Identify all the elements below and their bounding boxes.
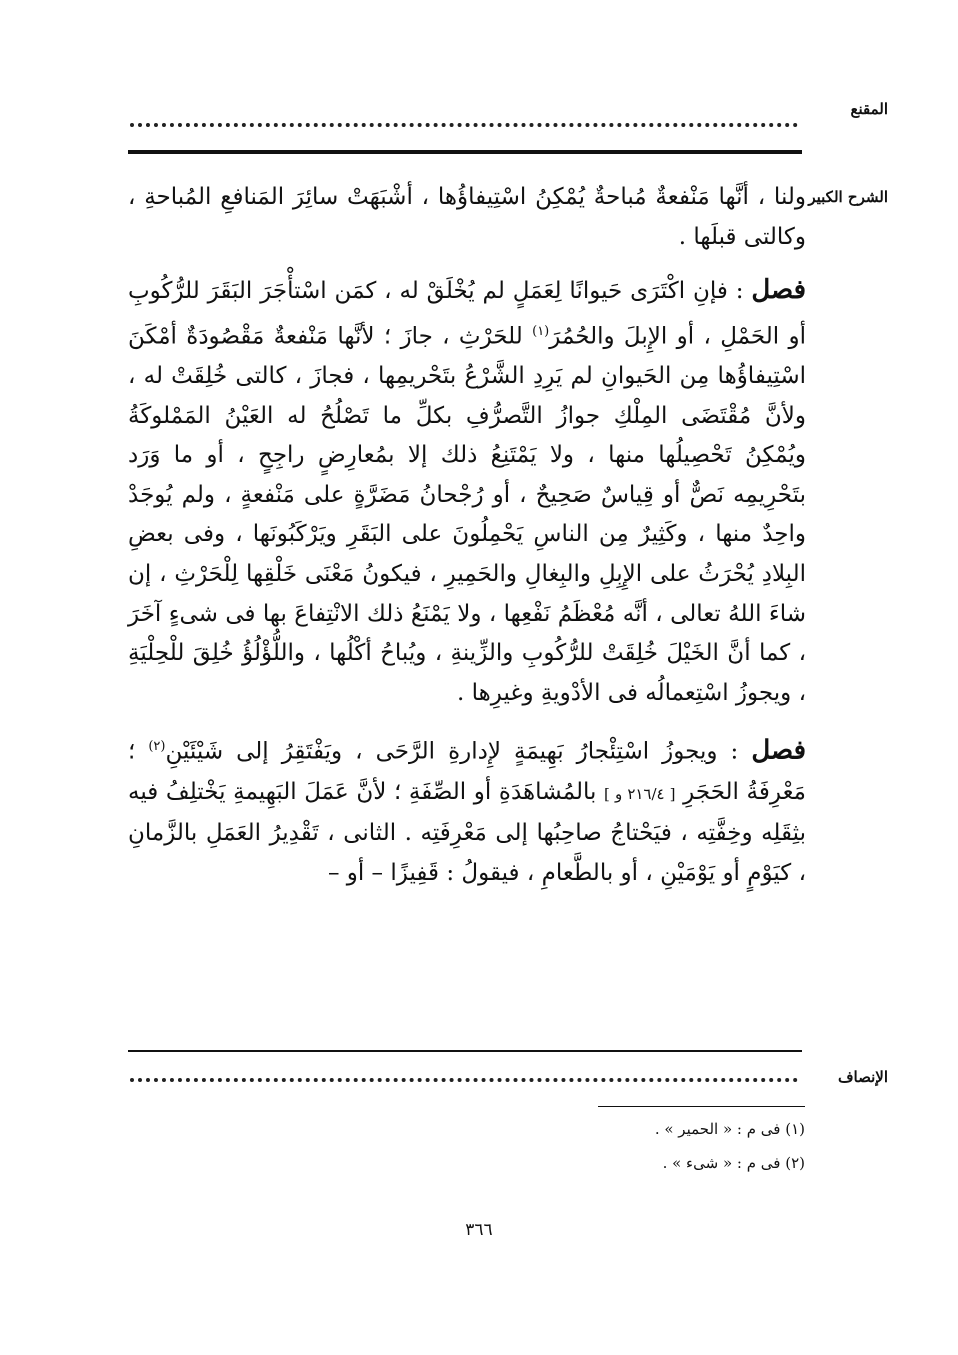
body-bottom-rule (128, 1050, 802, 1052)
section-heading-fasl-2: فصل (751, 736, 806, 767)
paragraph-2 (128, 271, 806, 713)
page-number: ٣٦٦ (465, 1220, 493, 1240)
footnote-1: (١) فى م : « الحمير » . (654, 1120, 805, 1138)
section-heading-fasl: فصل (751, 275, 806, 306)
paragraph-3-text-c: بالمُشاهَدَةِ أو الصِّفَةِ ؛ لأنَّ عَمَلَ البَهِيمةِ يَخْتلِفُ فيه بثِقَلِه وخِفَّتِه ، فيَحْتاجُ صاحِبُها إلى مَعْرِفَتِه . الثانى ، تَقْدِيرُ العَمَلِ بالزَّمانِ ، كيَوْمٍ أو يَوْمَيْنِ ، أو بالطَّعامِ ، فيقولُ : قَفِيزًا – أو – (128, 778, 806, 886)
paragraph-1: ولنا ، أنَّها مَنْفعةٌ مُباحةٌ يُمْكِنُ اسْتِيفاؤُها ، أشْبَهَتْ سائِرَ المَنافعِ المُباحةِ ، وكالتى قبلَها . (128, 184, 806, 250)
commentary-body (128, 178, 806, 893)
header-dotted-leader (130, 123, 798, 127)
footnote-separator (598, 1106, 805, 1107)
footnotes (420, 1112, 805, 1180)
paragraph-3 (128, 727, 806, 893)
commentary-section-label: الشرح الكبير (808, 188, 888, 206)
header-thick-rule (128, 150, 802, 154)
paragraph-2-text-cont: للحَرْثِ ، جازَ ؛ لأنَّها مَنْفعةٌ مَقْصُودَةٌ أمْكَنَ اسْتِيفاؤُها مِن الحَيوانِ لم يَرِدِ الشَّرْعُ بتَحْريمِها ، فجازَ ، كالتى خُلِقَتْ له ، ولأنَّ مُقْتَضَى المِلْكِ جوازُ التَّصرُّفِ بكلِّ ما تَصْلُحُ له العَيْنُ المَمْلوكَةُ ويُمْكِنُ تَحْصِيلُها منها ، ولا يَمْتَنِعُ ذلك إلا بمُعارِضٍ راجِحٍ ، أو ما وَرَد بتَحْرِيمِه نَصٌّ أو قِياسٌ صَحِيحٌ ، أو رُجْحانُ مَضَرَّةٍ على مَنْفعةٍ ، ولم يُوجَدْ واحِدٌ منها ، وكَثِيرٌ مِن الناسِ يَحْمِلُونَ على البَقَرِ ويَرْكَبُونَها ، وفى بعضِ البِلادِ يُحْرَثُ على الإِبِلِ والبِغالِ والحَمِيرِ ، فيكونُ مَعْنَى خَلْقِها لِلْحَرْثِ ، إن شاءَ اللهُ تعالى ، أنَّه مُعْظَمُ نَفْعِها ، ولا يَمْنَعُ ذلك الانْتِفاعَ بها فى شىءٍ آخَرَ ، كما أنَّ الخَيْلَ خُلِقَتْ للرُّكُوبِ والزِّينةِ ، ويُباحُ أكْلُها ، واللُّؤْلُؤُ خُلِقَ للْحِلْيَةِ ، ويجوزُ اسْتِعمالُه فى الأدْويةِ وغيرِها . (128, 323, 806, 706)
insaf-section-label: الإنصاف (837, 1068, 888, 1086)
footnote-ref-2: (٢) (148, 739, 166, 755)
paragraph-2-text: : فإنِ اكْتَرَى حَيوانًا لِعَمَلٍ لم يُخْلَقْ له ، كمَن اسْتأْجَرَ البَقَرَ للرُّكُوبِ أو الحَمْلِ ، أو الإِبلَ والحُمُرَ (128, 278, 807, 350)
paragraph-3-text-b: ؛ مَعْرِفَةُ الحَجَرِ (128, 739, 806, 805)
footnote-2: (٢) فى م : « شىء » . (662, 1154, 805, 1172)
footnote-ref-1: (١) (532, 323, 550, 339)
header-book-title: المقنع (850, 100, 888, 118)
paragraph-3-text: : ويجوزُ اسْتِئْجارُ بَهِيمَةٍ لإِدارةِ الرَّحَى ، ويَفْتَقِرُ إلى شَيْئَيْنِ (165, 739, 739, 766)
manuscript-folio-ref: [ ٢١٦/٤ و ] (604, 784, 676, 803)
insaf-dotted-leader (130, 1078, 798, 1082)
